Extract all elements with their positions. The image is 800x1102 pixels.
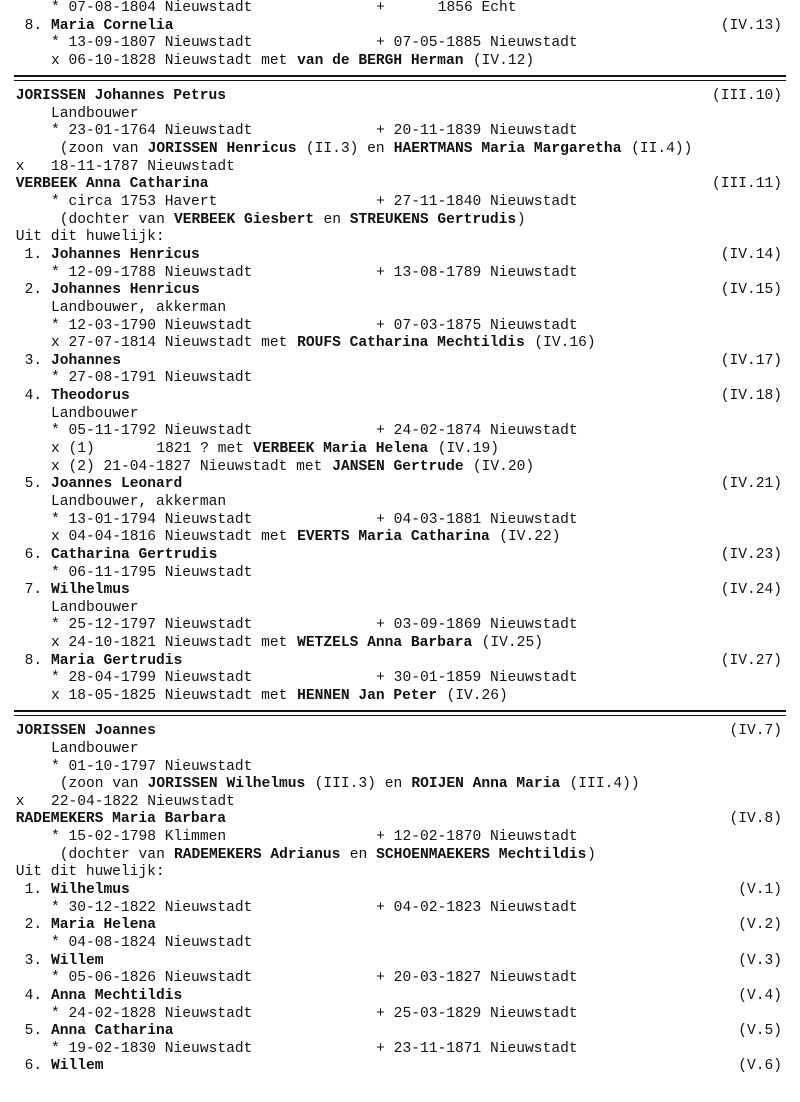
document-line [0,247,800,265]
line-text: (III.3) en [314,776,411,793]
line-text: + [376,0,385,16]
line-text: Landbouwer [50,105,139,122]
line-text: 1. [24,882,51,899]
name-text: Maria Cornelia [50,17,174,34]
line-text: 2. [24,282,51,299]
name-text: JORISSEN Joannes [15,723,156,740]
line-text: + 07-05-1885 Nieuwstadt [376,35,578,52]
reference-code: (V.5) [738,1023,782,1040]
line-text: + 30-01-1859 Nieuwstadt [376,670,578,687]
line-text: + 20-03-1827 Nieuwstadt [376,970,578,987]
name-text: Anna Catharina [50,1023,174,1040]
line-text: 5. [24,476,51,493]
line-text: * 05-06-1826 Nieuwstadt [50,970,253,987]
reference-code: (IV.21) [720,476,782,493]
line-text: x 04-04-1816 Nieuwstadt met [50,529,297,546]
name-text: Willem [50,1058,104,1075]
reference-code: (IV.18) [720,388,782,405]
line-text: 4. [24,987,51,1004]
line-text: * circa 1753 Havert [50,194,218,211]
document-line [0,159,800,177]
line-text: + 04-03-1881 Nieuwstadt [376,511,578,528]
name-text: RADEMEKERS Adrianus [174,846,341,863]
line-text: x [15,158,25,175]
section-separator [0,71,800,89]
document-line [0,265,800,283]
document-line [0,300,800,318]
name-text: HAERTMANS Maria Margaretha [393,141,622,158]
document-line [0,123,800,141]
line-text: * 28-04-1799 Nieuwstadt [50,670,253,687]
document-line [0,529,800,547]
line-text: 5. [24,1023,51,1040]
line-text: * 06-11-1795 Nieuwstadt [50,564,253,581]
name-text: ROIJEN Anna Maria [411,776,561,793]
name-text: Johannes Henricus [50,246,200,263]
document-line [0,0,800,18]
line-text: + 13-08-1789 Nieuwstadt [376,264,578,281]
line-text: (IV.20) [472,458,535,475]
name-text: Wilhelmus [50,582,130,599]
line-text: en [349,846,377,863]
line-text: 6. [24,1058,51,1075]
name-text: Joannes Leonard [50,476,183,493]
document-line [0,829,800,847]
line-text: + 04-02-1823 Nieuwstadt [376,899,578,916]
line-text: * 13-01-1794 Nieuwstadt [50,511,253,528]
line-text: (zoon van [59,141,148,158]
line-text: 18-11-1787 Nieuwstadt [50,158,235,175]
line-text: + 03-09-1869 Nieuwstadt [376,617,578,634]
line-text: 3. [24,352,51,369]
document-line [0,935,800,953]
line-text: * 23-01-1764 Nieuwstadt [50,123,253,140]
reference-code: (IV.27) [720,652,782,669]
name-text: Maria Helena [50,917,157,934]
document-line [0,194,800,212]
line-text: en [323,211,350,228]
document-line [0,988,800,1006]
line-text: (zoon van [59,776,148,793]
reference-code: (V.2) [738,917,782,934]
line-text: * 19-02-1830 Nieuwstadt [50,1040,253,1057]
reference-code: (III.11) [711,176,782,193]
line-text: 2. [24,917,51,934]
document-line [0,547,800,565]
line-text: 8. [24,17,51,34]
line-text: + 27-11-1840 Nieuwstadt [376,194,578,211]
name-text: JORISSEN Henricus [147,141,297,158]
document-line [0,847,800,865]
document-line [0,688,800,706]
reference-code: (V.4) [738,987,782,1004]
line-text: (dochter van [59,211,174,228]
document-line [0,1041,800,1059]
line-text: 3. [24,952,51,969]
line-text: ) [587,846,596,863]
name-text: Theodorus [50,388,130,405]
reference-code: (IV.24) [720,582,782,599]
document-line [0,459,800,477]
line-text: x 27-07-1814 Nieuwstadt met [50,335,297,352]
reference-code: (V.6) [738,1058,782,1075]
name-text: van de BERGH Herman [297,52,464,69]
document-line [0,1058,800,1076]
line-text: + 20-11-1839 Nieuwstadt [376,123,578,140]
name-text: ROUFS Catharina Mechtildis [297,335,525,352]
line-text: (III.4)) [569,776,640,793]
document-line [0,723,800,741]
reference-code: (IV.7) [729,723,782,740]
line-text: * 12-09-1788 Nieuwstadt [50,264,253,281]
line-text: + 25-03-1829 Nieuwstadt [376,1005,578,1022]
document-line [0,970,800,988]
document-line [0,565,800,583]
name-text: WETZELS Anna Barbara [297,635,473,652]
line-text: Uit dit huwelijk: [15,864,165,881]
name-text: EVERTS Maria Catharina [297,529,490,546]
name-text: JANSEN Gertrude [332,458,464,475]
line-text: * 30-12-1822 Nieuwstadt [50,899,253,916]
line-text: (IV.26) [446,687,508,704]
document-line [0,141,800,159]
line-text: * 27-08-1791 Nieuwstadt [50,370,253,387]
line-text: 4. [24,388,51,405]
line-text: Landbouwer, akkerman [50,493,227,510]
document-line [0,512,800,530]
name-text: Anna Mechtildis [50,987,183,1004]
name-text: Willem [50,952,104,969]
line-text: (IV.22) [499,529,561,546]
document-line [0,18,800,36]
name-text: RADEMEKERS Maria Barbara [15,811,226,828]
document-line [0,35,800,53]
name-text: Johannes [50,352,121,369]
line-text: (dochter van [59,846,174,863]
document-line [0,582,800,600]
document-line [0,811,800,829]
document-line [0,917,800,935]
document-line [0,900,800,918]
document-line [0,1023,800,1041]
reference-code: (IV.23) [720,546,782,563]
document-line [0,494,800,512]
document-line [0,176,800,194]
document-line [0,670,800,688]
name-text: SCHOENMAEKERS Mechtildis [376,846,587,863]
reference-code: (III.10) [711,88,782,105]
reference-code: (IV.13) [720,17,782,34]
line-text: + 24-02-1874 Nieuwstadt [376,423,578,440]
name-text: VERBEEK Giesbert [174,211,315,228]
reference-code: (V.3) [738,952,782,969]
document-line [0,406,800,424]
line-text: Landbouwer [50,405,139,422]
name-text: JORISSEN Johannes Petrus [15,88,226,105]
document-line [0,229,800,247]
document-line [0,617,800,635]
document-line [0,794,800,812]
name-text: JORISSEN Wilhelmus [147,776,306,793]
line-text: x 06-10-1828 Nieuwstadt met [50,52,297,69]
line-text: * 15-02-1798 Klimmen [50,829,227,846]
document-line [0,388,800,406]
reference-code: (IV.15) [720,282,782,299]
document-line [0,53,800,71]
section-separator [0,706,800,724]
line-text: 1821 ? met [156,441,253,458]
document-line [0,953,800,971]
document-line [0,423,800,441]
line-text: x [15,793,25,810]
document-line [0,635,800,653]
document-line [0,335,800,353]
line-text: Uit dit huwelijk: [15,229,165,246]
line-text: 1. [24,246,51,263]
line-text: * 13-09-1807 Nieuwstadt [50,35,253,52]
line-text: * 05-11-1792 Nieuwstadt [50,423,253,440]
line-text: * 24-02-1828 Nieuwstadt [50,1005,253,1022]
name-text: Catharina Gertrudis [50,546,218,563]
line-text: ) [516,211,526,228]
document-line [0,88,800,106]
line-text: + 07-03-1875 Nieuwstadt [376,317,578,334]
line-text: * 25-12-1797 Nieuwstadt [50,617,253,634]
line-text: + 23-11-1871 Nieuwstadt [376,1040,578,1057]
line-text: * 01-10-1797 Nieuwstadt [50,758,253,775]
name-text: HENNEN Jan Peter [297,687,438,704]
line-text: (IV.16) [534,335,596,352]
line-text: 1856 Echt [437,0,517,16]
line-text: * 07-08-1804 Nieuwstadt [50,0,253,16]
document-line [0,1006,800,1024]
name-text: Maria Gertrudis [50,652,183,669]
document-line [0,282,800,300]
document-line [0,864,800,882]
line-text: (IV.19) [437,441,500,458]
line-text: Landbouwer [50,599,139,616]
document-line [0,212,800,230]
document-line [0,318,800,336]
document-line [0,882,800,900]
reference-code: (IV.14) [720,246,782,263]
name-text: Wilhelmus [50,882,130,899]
line-text: 8. [24,652,51,669]
line-text: Landbouwer [50,740,139,757]
document-line [0,106,800,124]
document-line [0,776,800,794]
line-text: (IV.12) [472,52,535,69]
document-line [0,441,800,459]
name-text: STREUKENS Gertrudis [349,211,517,228]
line-text: * 04-08-1824 Nieuwstadt [50,934,253,951]
line-text: * 12-03-1790 Nieuwstadt [50,317,253,334]
line-text: 6. [24,546,51,563]
reference-code: (IV.8) [729,811,782,828]
document-line [0,741,800,759]
line-text: (II.4)) [631,141,693,158]
line-text: x 18-05-1825 Nieuwstadt met [50,687,297,704]
line-text: 7. [24,582,51,599]
line-text: (IV.25) [481,635,543,652]
reference-code: (IV.17) [720,352,782,369]
name-text: VERBEEK Anna Catharina [15,176,209,193]
reference-code: (V.1) [738,882,782,899]
document-line [0,600,800,618]
line-text: 22-04-1822 Nieuwstadt [50,793,235,810]
line-text: x 24-10-1821 Nieuwstadt met [50,635,297,652]
line-text: Landbouwer, akkerman [50,299,227,316]
name-text: VERBEEK Maria Helena [253,441,429,458]
document-line [0,759,800,777]
line-text: (II.3) en [305,141,394,158]
line-text: + 12-02-1870 Nieuwstadt [376,829,578,846]
document-line [0,653,800,671]
line-text: x (2) 21-04-1827 Nieuwstadt met [50,458,332,475]
document-line [0,353,800,371]
document-line [0,476,800,494]
name-text: Johannes Henricus [50,282,200,299]
document-line [0,370,800,388]
line-text: x (1) [50,441,95,458]
